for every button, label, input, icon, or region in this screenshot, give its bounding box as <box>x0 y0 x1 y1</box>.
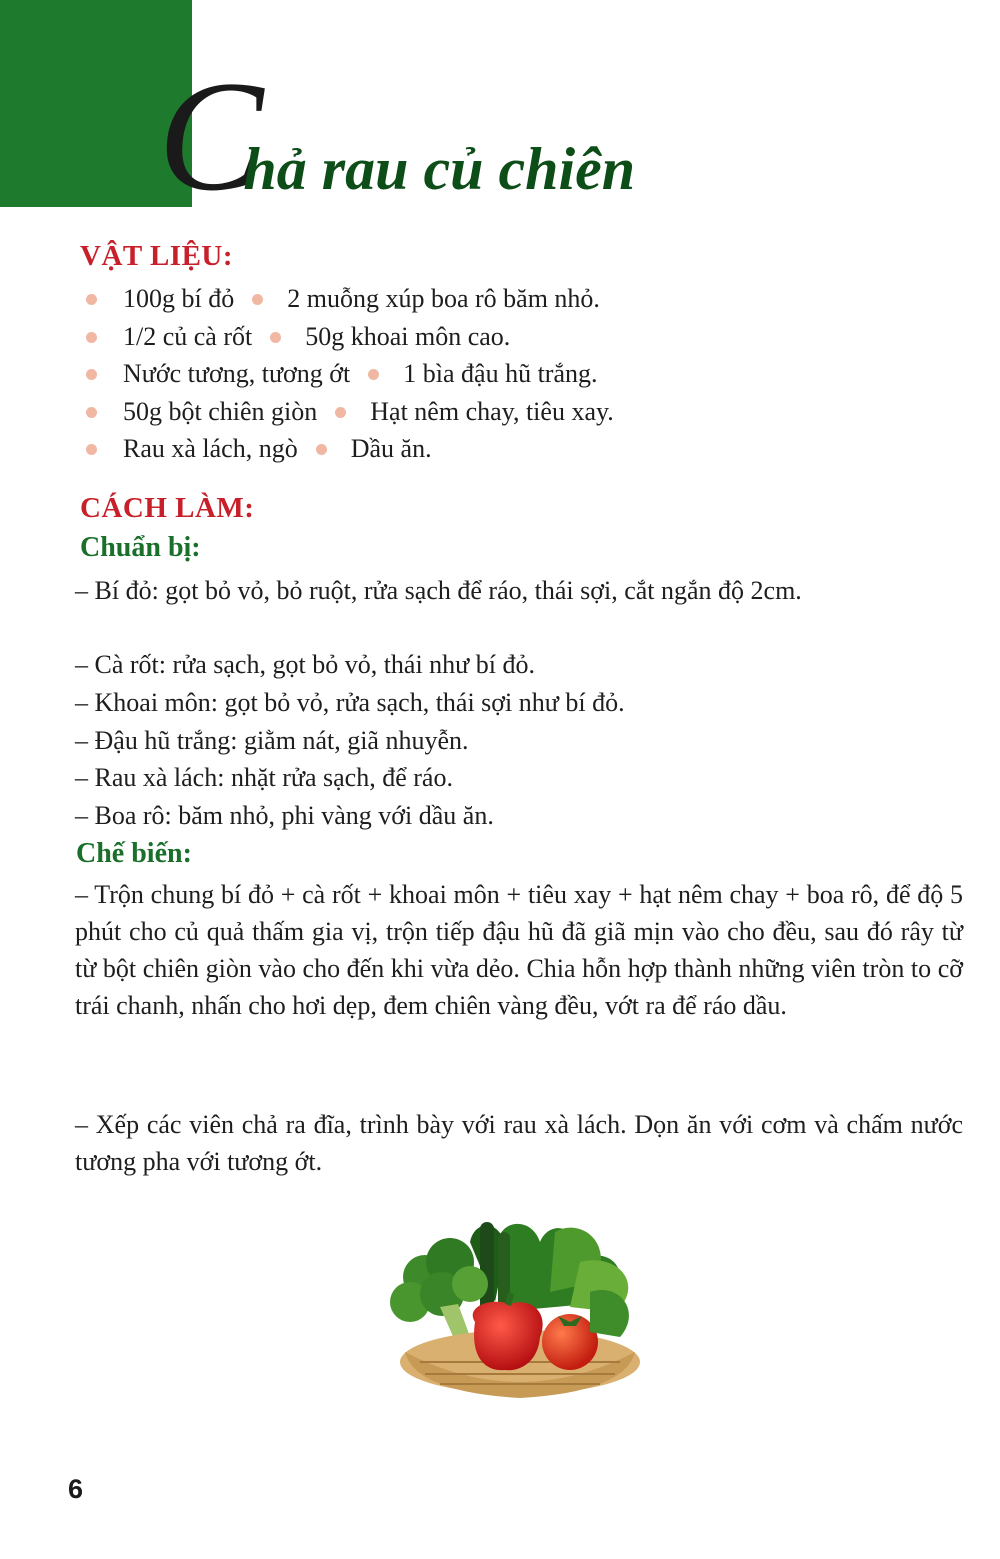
materials-heading: VẬT LIỆU: <box>80 240 234 272</box>
title-initial: C <box>158 49 258 224</box>
vegetable-basket-image <box>380 1212 650 1402</box>
prep-step: – Khoai môn: gọt bỏ vỏ, rửa sạch, thái sợi như bí đỏ. <box>75 688 625 717</box>
cook-step: – Xếp các viên chả ra đĩa, trình bày với rau xà lách. Dọn ăn với cơm và chấm nước tương pha với tương ớt. <box>75 1110 963 1176</box>
ingredient-item: Hạt nêm chay, tiêu xay. <box>370 397 614 426</box>
dot-bullet-icon <box>270 332 281 343</box>
ingredient-row <box>86 397 614 431</box>
cook-heading: Chế biến: <box>76 838 192 869</box>
cook-step: – Trộn chung bí đỏ + cà rốt + khoai môn + tiêu xay + hạt nêm chay + boa rô, để độ 5 phút cho củ quả thấm gia vị, trộn tiếp đậu hũ đã giã mịn vào cho đều, sau đó rây từ từ bột chiên giòn vào cho đến khi vừa dẻo. Chia hỗn hợp thành những viên tròn to cỡ trái chanh, nhấn cho hơi dẹp, đem chiên vàng đều, vớt ra để ráo dầu. <box>75 880 963 1020</box>
ingredient-row <box>86 284 600 318</box>
dot-bullet-icon <box>316 444 327 455</box>
dot-bullet-icon <box>86 294 97 305</box>
dot-bullet-icon <box>86 369 97 380</box>
ingredient-item: 50g khoai môn cao. <box>305 322 511 351</box>
ingredient-item: 100g bí đỏ <box>123 284 235 313</box>
ingredient-item: 50g bột chiên giòn <box>123 397 318 426</box>
ingredient-item: 1 bìa đậu hũ trắng. <box>403 359 598 388</box>
ingredient-item: Dầu ăn. <box>350 434 432 463</box>
method-heading: CÁCH LÀM: <box>80 492 255 524</box>
ingredient-row <box>86 359 598 393</box>
ingredient-row <box>86 322 510 356</box>
prep-step: – Rau xà lách: nhặt rửa sạch, để ráo. <box>75 763 453 792</box>
dot-bullet-icon <box>252 294 263 305</box>
prep-step: – Cà rốt: rửa sạch, gọt bỏ vỏ, thái như bí đỏ. <box>75 650 536 679</box>
ingredient-item: 1/2 củ cà rốt <box>123 322 253 351</box>
dot-bullet-icon <box>368 369 379 380</box>
prep-step: – Boa rô: băm nhỏ, phi vàng với dầu ăn. <box>75 801 494 830</box>
dot-bullet-icon <box>86 332 97 343</box>
ingredient-item: Nước tương, tương ớt <box>123 359 351 388</box>
prep-heading: Chuẩn bị: <box>80 532 201 563</box>
prep-step: – Bí đỏ: gọt bỏ vỏ, bỏ ruột, rửa sạch để ráo, thái sợi, cắt ngắn độ 2cm. <box>75 576 802 605</box>
dot-bullet-icon <box>335 407 346 418</box>
page-title <box>158 49 636 224</box>
prep-step: – Đậu hũ trắng: giằm nát, giã nhuyễn. <box>75 726 469 755</box>
ingredient-item: 2 muỗng xúp boa rô băm nhỏ. <box>287 284 600 313</box>
page-number: 6 <box>68 1474 84 1504</box>
title-rest: hả rau củ chiên <box>243 136 636 202</box>
ingredient-row <box>86 434 432 468</box>
dot-bullet-icon <box>86 444 97 455</box>
ingredient-item: Rau xà lách, ngò <box>123 434 298 463</box>
dot-bullet-icon <box>86 407 97 418</box>
